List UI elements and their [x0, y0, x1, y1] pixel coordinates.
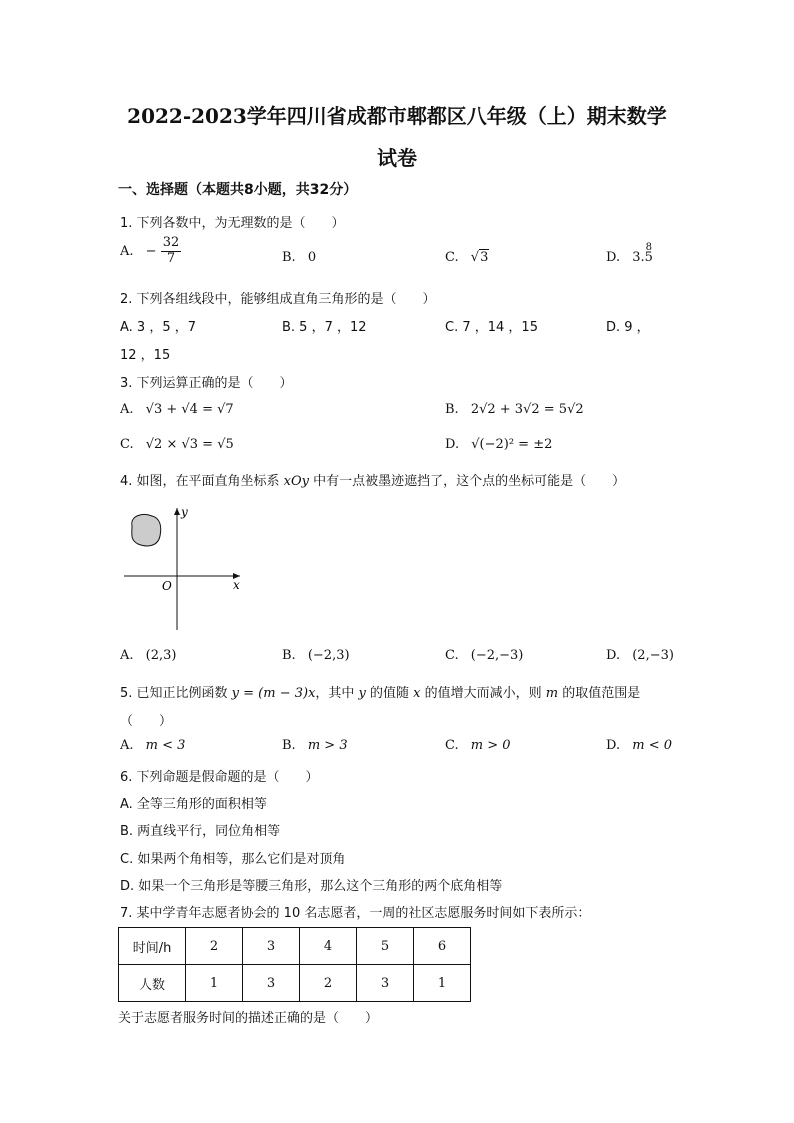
- option-inequality: m > 3: [307, 738, 348, 753]
- coordinate-system-name: xOy: [283, 474, 310, 489]
- minus-sign: −: [145, 243, 157, 259]
- table-cell: 6: [414, 928, 471, 965]
- option-inequality: m < 0: [632, 738, 672, 753]
- option-coordinate: (−2,−3): [470, 648, 524, 663]
- option-label: C.: [445, 250, 459, 265]
- table-cell: 3: [243, 965, 300, 1002]
- fraction-numerator: 32: [162, 235, 180, 250]
- repeating-digit-value: 5: [644, 250, 653, 265]
- table-cell: 5: [357, 928, 414, 965]
- table-cell: 3: [357, 965, 414, 1002]
- option-expression: 2√2 + 3√2 = 5√2: [470, 402, 584, 417]
- option-label: D.: [606, 250, 621, 265]
- q5-option-c[interactable]: [445, 738, 511, 753]
- option-label: D.: [606, 648, 621, 663]
- question-7-stem: 7. 某中学青年志愿者协会的 10 名志愿者，一周的社区志愿服务时间如下表所示：: [120, 906, 591, 921]
- q2-option-d[interactable]: D. 9 ，: [606, 320, 650, 335]
- q4-option-c[interactable]: [445, 648, 523, 663]
- question-2-stem: 2. 下列各组线段中，能够组成直角三角形的是（ ）: [120, 292, 436, 307]
- q3-option-b[interactable]: [445, 402, 584, 417]
- variable-y: y: [358, 686, 366, 701]
- option-coordinate: (2,3): [145, 648, 177, 663]
- q1-option-b[interactable]: [282, 250, 316, 265]
- variable-x: x: [413, 686, 421, 701]
- q4-option-a[interactable]: [120, 648, 177, 663]
- stem-text: 的值增大而减小，则: [420, 686, 546, 701]
- option-label: B.: [445, 402, 459, 417]
- variable-m: m: [545, 686, 559, 701]
- q2-option-d-continued: 12 ，15: [120, 348, 171, 363]
- q5-option-a[interactable]: [120, 738, 185, 753]
- q6-option-d[interactable]: D. 如果一个三角形是等腰三角形，那么这个三角形的两个底角相等: [120, 879, 503, 894]
- q6-option-a[interactable]: A. 全等三角形的面积相等: [120, 797, 267, 812]
- section-heading: 一、选择题（本题共8小题，共32分）: [118, 182, 358, 198]
- question-7-followup: 关于志愿者服务时间的描述正确的是（ ）: [118, 1011, 379, 1026]
- table-cell: 2: [186, 928, 243, 965]
- question-1-stem: 1. 下列各数中，为无理数的是（ ）: [120, 216, 345, 231]
- stem-text: 的取值范围是: [558, 686, 641, 701]
- option-inequality: m > 0: [470, 738, 511, 753]
- ink-blot: [132, 514, 161, 545]
- exam-title-line1: 2022-2023学年四川省成都市郫都区八年级（上）期末数学: [127, 104, 667, 128]
- stem-text: 4. 如图，在平面直角坐标系: [120, 474, 284, 489]
- axis-label-x: x: [233, 578, 240, 592]
- option-label: B.: [282, 250, 296, 265]
- option-expression: √2 × √3 = √5: [145, 437, 234, 452]
- table-cell: 3: [243, 928, 300, 965]
- q5-option-d[interactable]: [606, 738, 672, 753]
- question-4-stem: [120, 470, 625, 489]
- q3-option-a[interactable]: [120, 402, 234, 417]
- origin-label: O: [162, 579, 172, 593]
- option-label: D.: [606, 738, 621, 753]
- option-label: C.: [120, 437, 134, 452]
- table-header-cell: 人数: [119, 965, 186, 1002]
- question-5-stem: [120, 682, 640, 701]
- q6-option-c[interactable]: C. 如果两个角相等，那么它们是对顶角: [120, 852, 346, 867]
- q4-option-d[interactable]: [606, 648, 674, 663]
- table-cell: 1: [186, 965, 243, 1002]
- option-label: A.: [120, 648, 134, 663]
- fraction-denominator: 7: [166, 250, 176, 266]
- function-expression: y = (m − 3)x: [231, 686, 316, 701]
- q3-option-d[interactable]: [445, 437, 552, 452]
- question-5-stem-line2: （ ）: [120, 714, 173, 729]
- option-label: A.: [120, 243, 134, 259]
- q1-option-c[interactable]: [445, 250, 489, 265]
- decimal-value: 3.: [632, 250, 645, 265]
- q6-option-b[interactable]: B. 两直线平行，同位角相等: [120, 824, 281, 839]
- stem-text: 的值随: [365, 686, 414, 701]
- option-coordinate: (2,−3): [632, 648, 674, 663]
- stem-text: 5. 已知正比例函数: [120, 686, 232, 701]
- table-cell: 2: [300, 965, 357, 1002]
- option-label: C.: [445, 738, 459, 753]
- table-row: [119, 965, 471, 1002]
- volunteer-time-table: [118, 927, 471, 1002]
- option-label: B.: [282, 648, 296, 663]
- option-expression: √3 + √4 = √7: [145, 402, 234, 417]
- coordinate-plane-figure: [118, 500, 248, 635]
- question-3-stem: 3. 下列运算正确的是（ ）: [120, 376, 293, 391]
- table-row: [119, 928, 471, 965]
- table-cell: 4: [300, 928, 357, 965]
- option-label: C.: [445, 648, 459, 663]
- fraction: [161, 236, 182, 267]
- option-coordinate: (−2,3): [307, 648, 350, 663]
- option-label: B.: [282, 738, 296, 753]
- stem-text: ，其中: [315, 686, 359, 701]
- q4-option-b[interactable]: [282, 648, 350, 663]
- repeating-digit: [644, 242, 653, 265]
- option-label: A.: [120, 738, 134, 753]
- q2-option-b[interactable]: B. 5 ，7 ，12: [282, 320, 367, 335]
- q1-option-d[interactable]: [606, 242, 653, 265]
- radicand: 3: [480, 250, 489, 265]
- option-label: A.: [120, 402, 134, 417]
- axis-label-y: y: [181, 505, 188, 519]
- table-header-cell: 时间/h: [119, 928, 186, 965]
- option-label: D.: [445, 437, 460, 452]
- option-value: 0: [307, 250, 317, 265]
- sqrt-expression: √3: [470, 250, 489, 265]
- option-inequality: m < 3: [145, 738, 186, 753]
- y-axis-arrow-icon: [174, 508, 180, 515]
- stem-text: 中有一点被墨迹遮挡了，这个点的坐标可能是（ ）: [309, 474, 626, 489]
- table-cell: 1: [414, 965, 471, 1002]
- q5-option-b[interactable]: [282, 738, 348, 753]
- repeating-dot-mark: 8: [645, 242, 653, 253]
- q1-option-a[interactable]: [120, 236, 181, 267]
- question-6-stem: 6. 下列命题是假命题的是（ ）: [120, 770, 319, 785]
- q3-option-c[interactable]: [120, 437, 234, 452]
- exam-title-line2: 试卷: [377, 146, 417, 170]
- q2-option-a[interactable]: A. 3 ，5 ，7: [120, 320, 197, 335]
- q2-option-c[interactable]: C. 7 ，14 ，15: [445, 320, 538, 335]
- option-expression: √(−2)² = ±2: [471, 437, 553, 452]
